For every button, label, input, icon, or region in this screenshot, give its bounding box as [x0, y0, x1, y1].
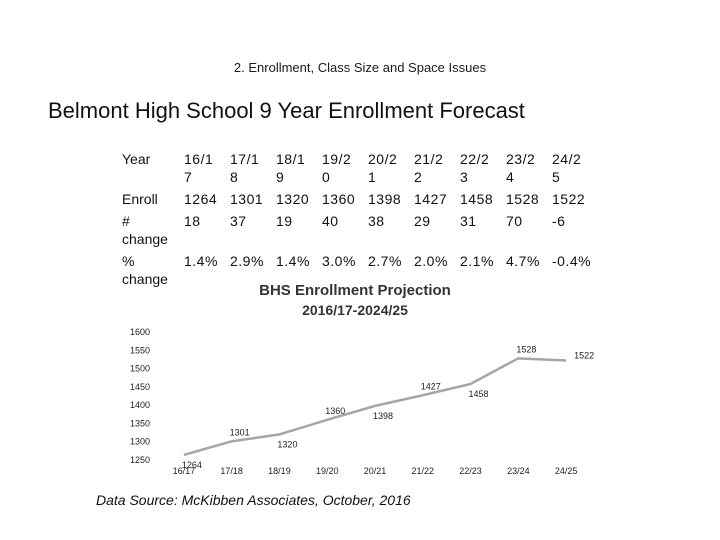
- table-cell: 2.0%: [414, 253, 448, 269]
- row-label: # change: [122, 213, 168, 247]
- table-cell: 3.0%: [322, 253, 356, 269]
- data-label: 1264: [181, 459, 202, 470]
- y-tick-label: 1600: [129, 327, 150, 337]
- y-tick-label: 1350: [129, 418, 150, 429]
- y-tick-label: 1250: [129, 455, 150, 465]
- table-cell: 16/1 7: [184, 151, 214, 185]
- table-cell: 19: [276, 213, 293, 229]
- chart-subtitle: 2016/17-2024/25: [302, 302, 408, 318]
- y-tick-label: 1550: [129, 345, 150, 356]
- table-cell: -0.4%: [552, 253, 592, 269]
- table-cell: 2.1%: [460, 253, 494, 269]
- table-cell: 1360: [322, 191, 356, 207]
- table-cell: 19/2 0: [322, 151, 352, 185]
- data-label: 1458: [468, 388, 489, 399]
- table-cell: 70: [506, 213, 523, 229]
- table-cell: 18/1 9: [276, 151, 306, 185]
- table-cell: 38: [368, 213, 385, 229]
- table-cell: 2.9%: [230, 253, 264, 269]
- table-cell: 1398: [368, 191, 402, 207]
- table-cell: 23/2 4: [506, 151, 536, 185]
- table-cell: 40: [322, 213, 339, 229]
- x-tick-label: 22/23: [459, 466, 482, 476]
- data-label: 1301: [229, 427, 250, 438]
- table-cell: 1301: [230, 191, 264, 207]
- table-cell: 1458: [460, 191, 494, 207]
- row-label: % change: [122, 253, 168, 287]
- table-cell: 4.7%: [506, 253, 540, 269]
- x-tick-label: 20/21: [363, 466, 387, 476]
- page-title: Belmont High School 9 Year Enrollment Forecast: [48, 98, 525, 123]
- data-label: 1360: [325, 405, 346, 416]
- table-cell: 2.7%: [368, 253, 402, 269]
- table-cell: 20/2 1: [368, 151, 398, 185]
- x-tick-label: 23/24: [507, 466, 530, 476]
- table-cell: 1.4%: [276, 253, 310, 269]
- table-cell: 22/2 3: [460, 151, 490, 185]
- data-label: 1522: [574, 350, 595, 361]
- table-cell: 37: [230, 213, 247, 229]
- table-cell: 31: [460, 213, 477, 229]
- table-cell: 18: [184, 213, 201, 229]
- data-source-note: Data Source: McKibben Associates, October, 2016: [96, 492, 411, 508]
- table-cell: 1320: [276, 191, 310, 207]
- table-cell: 1264: [184, 191, 218, 207]
- table-cell: 24/2 5: [552, 151, 582, 185]
- data-label: 1528: [516, 344, 537, 355]
- row-label: Year: [122, 151, 151, 167]
- x-tick-label: 19/20: [315, 466, 339, 476]
- data-label: 1398: [372, 410, 394, 421]
- table-cell: 21/2 2: [414, 151, 444, 185]
- table-cell: -6: [552, 213, 566, 229]
- data-label: 1427: [420, 381, 441, 392]
- table-cell: 29: [414, 213, 431, 229]
- y-tick-label: 1500: [129, 363, 150, 374]
- row-label: Enroll: [122, 191, 158, 207]
- table-cell: 1427: [414, 191, 448, 207]
- x-tick-label: 17/18: [220, 466, 243, 476]
- x-tick-label: 18/19: [268, 466, 291, 476]
- y-tick-label: 1400: [129, 400, 150, 411]
- table-cell: 1.4%: [184, 253, 218, 269]
- section-title: 2. Enrollment, Class Size and Space Issues: [233, 60, 487, 75]
- table-cell: 1528: [506, 191, 540, 207]
- x-tick-label: 16/17: [172, 466, 196, 476]
- x-tick-label: 24/25: [554, 466, 578, 476]
- y-tick-label: 1450: [129, 381, 150, 392]
- y-tick-label: 1300: [129, 436, 150, 447]
- enrollment-series-line: [184, 358, 566, 455]
- chart-title: BHS Enrollment Projection: [259, 282, 451, 299]
- table-cell: 1522: [552, 191, 586, 207]
- data-label: 1320: [277, 439, 298, 450]
- x-tick-label: 21/22: [411, 466, 435, 476]
- table-cell: 17/1 8: [230, 151, 260, 185]
